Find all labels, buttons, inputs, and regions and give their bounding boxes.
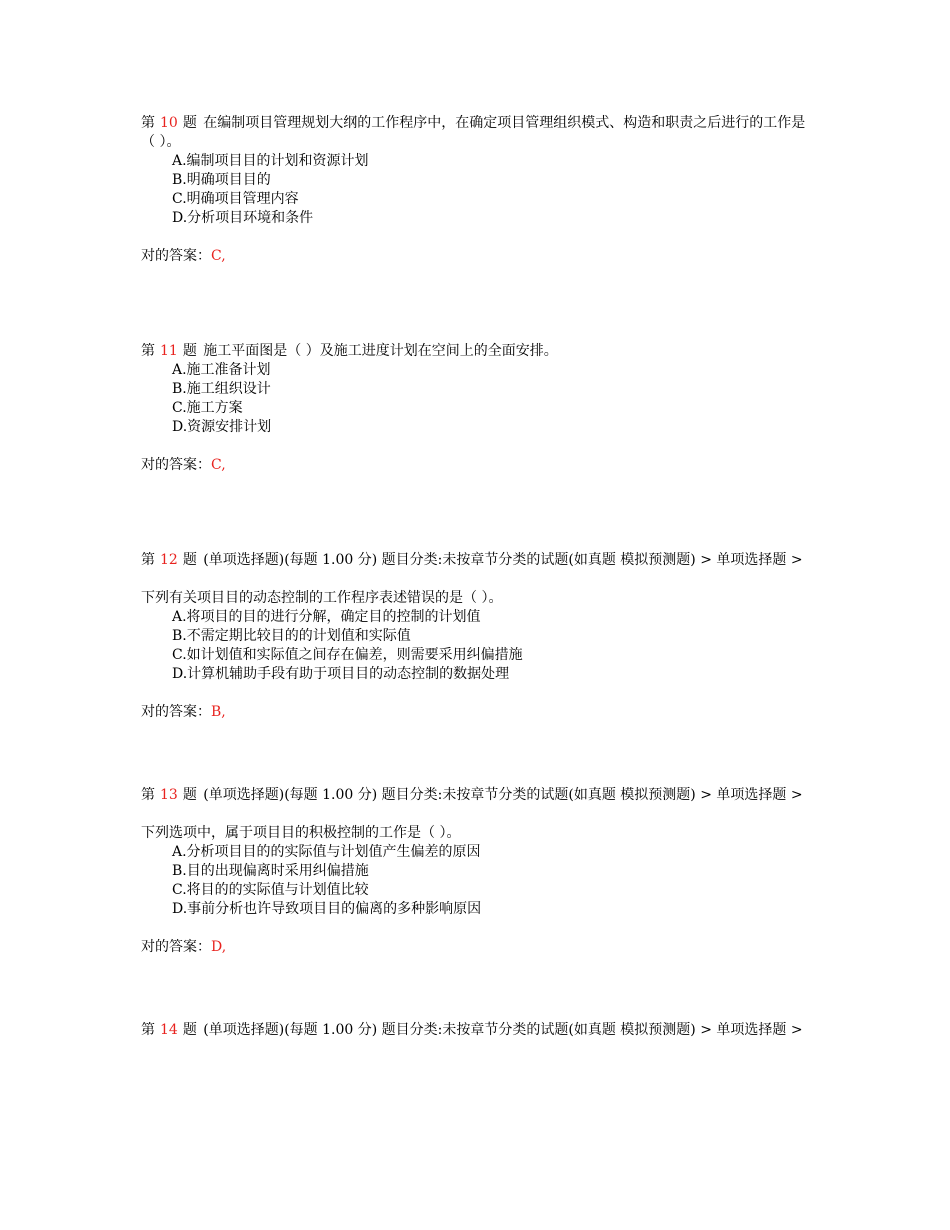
question-suffix: 题: [182, 1022, 197, 1038]
question-number: 14: [160, 1022, 178, 1038]
question-stem: 下列有关项目目的动态控制的工作程序表述错误的是（ ）。: [141, 590, 503, 606]
question-suffix: 题: [182, 787, 197, 803]
question-suffix: 题: [182, 552, 197, 568]
option-b: B.不需定期比较目的的计划值和实际值: [172, 628, 411, 644]
option-a: A.将项目的目的进行分解，确定目的控制的计划值: [172, 609, 481, 625]
option-b: B.施工组织设计: [172, 381, 271, 397]
question-13: [141, 786, 813, 957]
option-d: D.计算机辅助手段有助于项目目的动态控制的数据处理: [172, 666, 510, 682]
question-number: 10: [160, 115, 178, 131]
answer-line: [141, 247, 813, 266]
question-prefix: 第: [141, 787, 155, 803]
option-list: [141, 608, 813, 684]
option-d: D.事前分析也许导致项目目的偏离的多种影响原因: [172, 901, 482, 917]
question-prefix: 第: [141, 343, 155, 359]
option-c: C.将目的的实际值与计划值比较: [172, 882, 369, 898]
answer-label: 对的答案：: [141, 248, 211, 264]
option-list: [141, 152, 813, 228]
question-stem: 下列选项中，属于项目目的积极控制的工作是（ ）。: [141, 825, 461, 841]
question-meta: (单项选择题)(每题 1.00 分) 题目分类:未按章节分类的试题(如真题 模拟预测题) > 单项选择题 >: [198, 552, 803, 568]
answer-value: D,: [211, 939, 227, 955]
answer-label: 对的答案：: [141, 457, 211, 473]
answer-line: [141, 703, 813, 722]
answer-value: C,: [211, 457, 226, 473]
question-prefix: 第: [141, 1022, 155, 1038]
question-text: 在编制项目管理规划大纲的工作程序中，在确定项目管理组织模式、构造和职责之后进行的工作是（ ）。: [141, 115, 806, 150]
question-number: 11: [160, 343, 178, 359]
answer-value: B,: [211, 704, 226, 720]
answer-label: 对的答案：: [141, 704, 211, 720]
question-header: [141, 1021, 813, 1040]
question-meta: (单项选择题)(每题 1.00 分) 题目分类:未按章节分类的试题(如真题 模拟预测题) > 单项选择题 >: [198, 787, 803, 803]
option-a: A.编制项目目的计划和资源计划: [172, 153, 369, 169]
option-c: C.如计划值和实际值之间存在偏差，则需要采用纠偏措施: [172, 647, 523, 663]
option-c: C.施工方案: [172, 400, 243, 416]
question-text: 施工平面图是（ ）及施工进度计划在空间上的全面安排。: [198, 343, 558, 359]
question-header: [141, 786, 813, 805]
question-12: [141, 551, 813, 722]
question-number: 12: [160, 552, 178, 568]
option-d: D.资源安排计划: [172, 419, 272, 435]
option-b: B.明确项目目的: [172, 172, 271, 188]
option-c: C.明确项目管理内容: [172, 191, 299, 207]
answer-line: [141, 938, 813, 957]
question-suffix: 题: [182, 343, 197, 359]
question-number: 13: [160, 787, 178, 803]
option-list: [141, 843, 813, 919]
question-10: [141, 114, 813, 266]
option-list: [141, 361, 813, 437]
question-11: [141, 342, 813, 475]
answer-line: [141, 456, 813, 475]
question-header: [141, 114, 813, 152]
exam-page: [141, 114, 813, 1040]
answer-label: 对的答案：: [141, 939, 211, 955]
question-header: [141, 342, 813, 361]
option-b: B.目的出现偏离时采用纠偏措施: [172, 863, 369, 879]
question-header: [141, 551, 813, 570]
option-a: A.分析项目目的的实际值与计划值产生偏差的原因: [172, 844, 481, 860]
option-d: D.分析项目环境和条件: [172, 210, 314, 226]
question-prefix: 第: [141, 552, 155, 568]
answer-value: C,: [211, 248, 226, 264]
question-14: [141, 1021, 813, 1040]
question-meta: (单项选择题)(每题 1.00 分) 题目分类:未按章节分类的试题(如真题 模拟预测题) > 单项选择题 >: [198, 1022, 803, 1038]
question-prefix: 第: [141, 115, 155, 131]
question-suffix: 题: [182, 115, 197, 131]
option-a: A.施工准备计划: [172, 362, 271, 378]
